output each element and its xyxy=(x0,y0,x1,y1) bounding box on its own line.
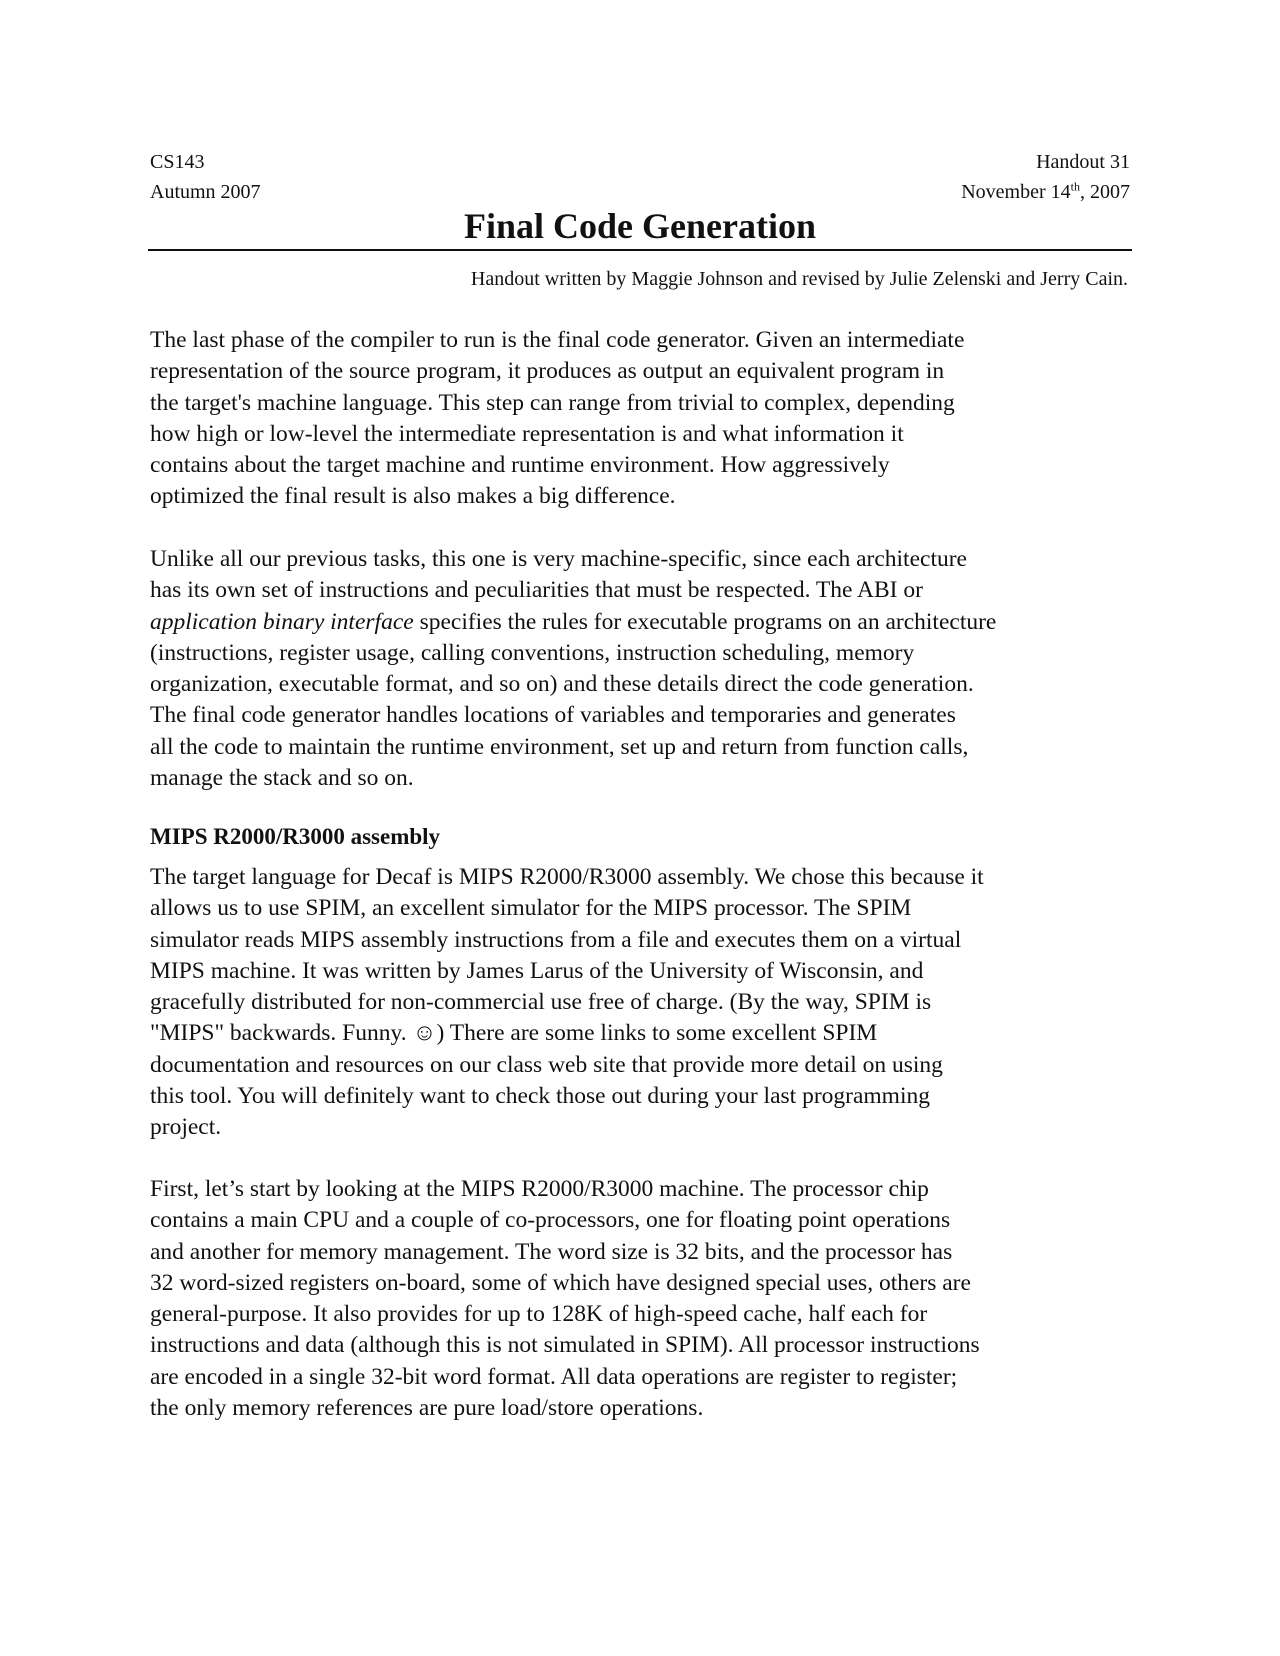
paragraph-line: Unlike all our previous tasks, this one is very machine-specific, since each architecture xyxy=(150,546,967,572)
paragraph-line: general-purpose. It also provides for up to 128K of high-speed cache, half each for xyxy=(150,1301,928,1328)
paragraph-line: the only memory references are pure load/store operations. xyxy=(150,1395,704,1422)
abi-line-rest: specifies the rules for executable programs on an architecture xyxy=(413,608,997,635)
paragraph-line: this tool. You will definitely want to check those out during your last programming xyxy=(150,1083,930,1110)
paragraph-line-abi-term xyxy=(150,607,1140,638)
handout-date xyxy=(961,180,1130,204)
paragraph-line: has its own set of instructions and peculiarities that must be respected. The ABI or xyxy=(150,577,923,604)
paragraph-line: all the code to maintain the runtime environment, set up and return from function calls, xyxy=(150,733,969,760)
paragraph-line: manage the stack and so on. xyxy=(150,765,414,792)
paragraph-line: The last phase of the compiler to run is the final code generator. Given an intermediate xyxy=(150,327,965,353)
paragraph-line: (instructions, register usage, calling conventions, instruction scheduling, memory xyxy=(150,639,915,666)
paragraph-line: allows us to use SPIM, an excellent simulator for the MIPS processor. The SPIM xyxy=(150,895,912,922)
paragraph-line: instructions and data (although this is not simulated in SPIM). All processor instructions xyxy=(150,1332,980,1359)
paragraph-line: representation of the source program, it produces as output an equivalent program in xyxy=(150,358,945,385)
paragraph-line: optimized the final result is also makes a big difference. xyxy=(150,483,676,510)
paragraph-line: The final code generator handles locations of variables and temporaries and generates xyxy=(150,702,956,729)
author-credit: Handout written by Maggie Johnson and revised by Julie Zelenski and Jerry Cain. xyxy=(470,268,1128,290)
paragraph-line: organization, executable format, and so on) and these details direct the code generation. xyxy=(150,671,974,698)
date-month-day: November 14 xyxy=(961,181,1071,203)
paragraph-line: gracefully distributed for non-commercial use free of charge. (By the way, SPIM is xyxy=(150,989,932,1016)
paragraph-line: First, let’s start by looking at the MIPS R2000/R3000 machine. The processor chip xyxy=(150,1176,929,1202)
date-year: , 2007 xyxy=(1080,181,1130,203)
paragraph-line: are encoded in a single 32-bit word format. All data operations are register to register; xyxy=(150,1363,958,1390)
paragraph-line: simulator reads MIPS assembly instructions from a file and executes them on a virtual xyxy=(150,926,962,953)
handout-number: Handout 31 xyxy=(1036,151,1130,173)
paragraph-line: how high or low-level the intermediate representation is and what information it xyxy=(150,420,904,447)
paragraph-line: contains a main CPU and a couple of co-processors, one for floating point operations xyxy=(150,1207,951,1234)
paragraph-line: The target language for Decaf is MIPS R2000/R3000 assembly. We chose this because it xyxy=(150,864,984,890)
paragraph-line: and another for memory management. The word size is 32 bits, and the processor has xyxy=(150,1238,953,1265)
paragraph-line: MIPS machine. It was written by James Larus of the University of Wisconsin, and xyxy=(150,957,924,984)
date-ordinal-suffix: th xyxy=(1070,179,1080,194)
paragraph-line: project. xyxy=(150,1114,222,1141)
paragraph-intro xyxy=(150,325,1140,513)
page-title: Final Code Generation xyxy=(464,206,816,246)
abi-term-italic: application binary interface xyxy=(150,608,414,635)
paragraph-line: "MIPS" backwards. Funny. ☺) There are some links to some excellent SPIM xyxy=(150,1020,878,1047)
paragraph-line: the target's machine language. This step can range from trivial to complex, depending xyxy=(150,389,955,416)
paragraph-line: documentation and resources on our class web site that provide more detail on using xyxy=(150,1051,943,1078)
paragraph-mips-machine xyxy=(150,1174,1140,1424)
section-heading-mips: MIPS R2000/R3000 assembly xyxy=(150,824,441,849)
term: Autumn 2007 xyxy=(150,181,261,203)
course-code: CS143 xyxy=(150,151,205,173)
title-divider xyxy=(148,249,1132,251)
paragraph-abi xyxy=(150,544,1140,794)
paragraph-mips-target xyxy=(150,862,1140,1144)
paragraph-line: contains about the target machine and runtime environment. How aggressively xyxy=(150,452,890,479)
paragraph-line: 32 word-sized registers on-board, some of which have designed special uses, others are xyxy=(150,1269,971,1296)
